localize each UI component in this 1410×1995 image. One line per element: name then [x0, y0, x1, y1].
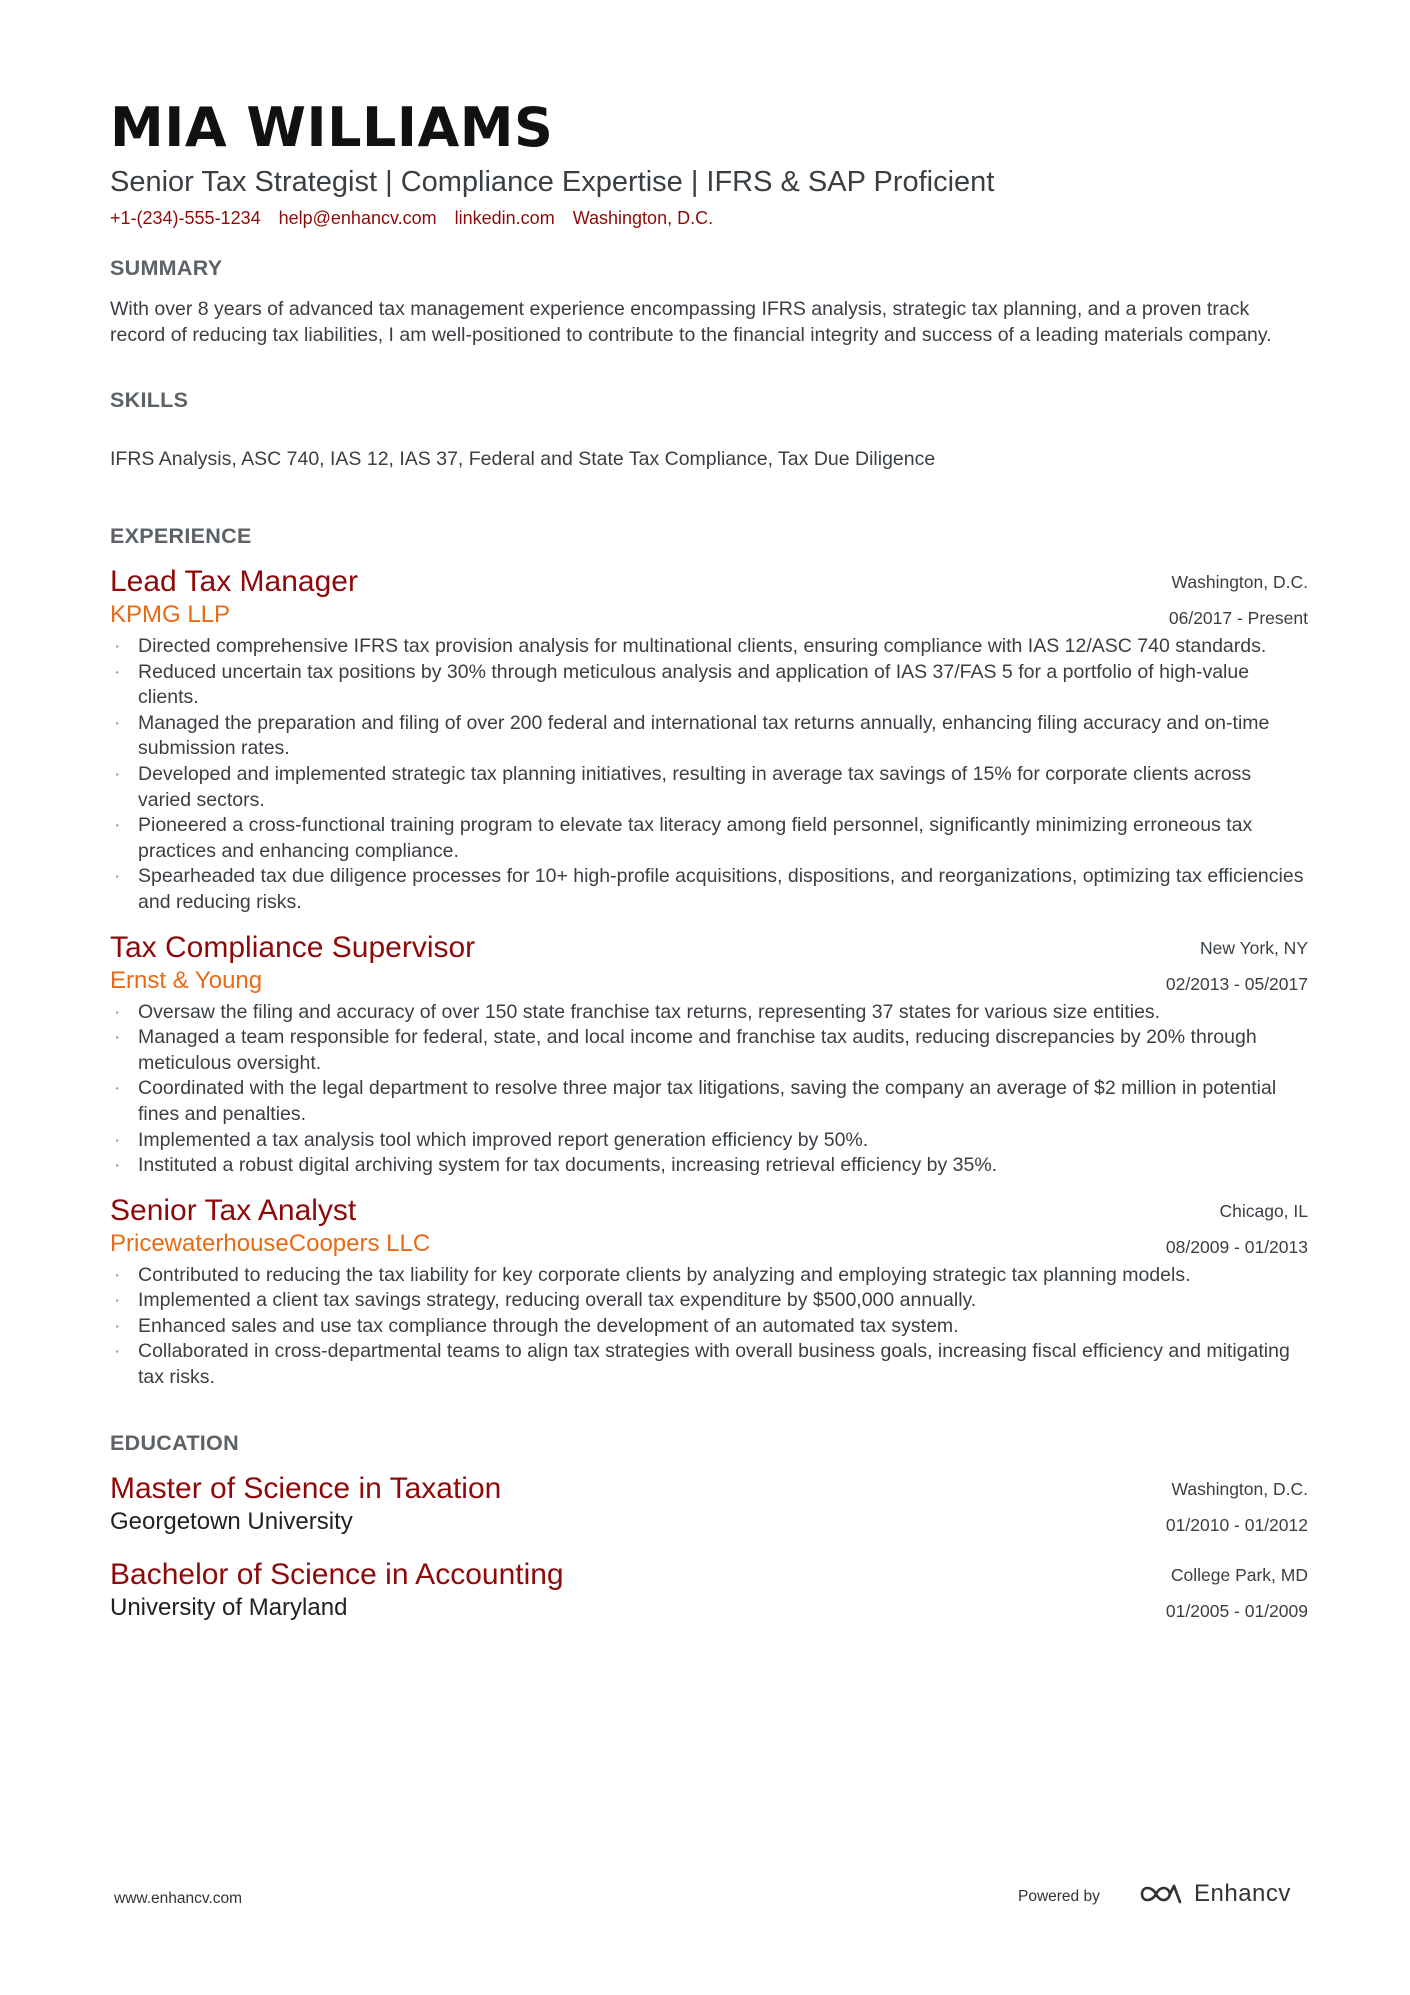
- school-name: Georgetown University: [110, 1507, 353, 1535]
- skills-text: IFRS Analysis, ASC 740, IAS 12, IAS 37, Federal and State Tax Compliance, Tax Due Diligence: [110, 448, 936, 470]
- education-section: [110, 1429, 1308, 1623]
- list-item: · Instituted a robust digital archiving system for tax documents, increasing retrieval efficiency by 35%.: [110, 1153, 1308, 1179]
- summary-text: With over 8 years of advanced tax management experience encompassing IFRS analysis, strategic tax planning, and a proven track record of reducing tax liabilities, I am well-positioned to contribute to the financial integrity and success of a leading materials company.: [110, 298, 1272, 346]
- contact-phone[interactable]: +1-(234)-555-1234: [110, 208, 261, 228]
- job-role: Lead Tax Manager: [110, 565, 358, 598]
- education-entry: [110, 1557, 1308, 1623]
- list-item: · Implemented a tax analysis tool which improved report generation efficiency by 50%.: [110, 1128, 1308, 1154]
- list-item: · Spearheaded tax due diligence processes for 10+ high-profile acquisitions, dispositions, and reorganizations, optimizing tax efficiencies and reducing risks.: [110, 864, 1308, 915]
- summary-heading: SUMMARY: [110, 256, 223, 280]
- contact-location: Washington, D.C.: [572, 208, 714, 228]
- job-meta: [1166, 930, 1308, 1002]
- job-meta: [1166, 1193, 1308, 1265]
- education-meta: [1166, 1557, 1308, 1629]
- job-bullets: [110, 1263, 1308, 1391]
- list-item: · Enhanced sales and use tax compliance through the development of an automated tax system.: [110, 1314, 1308, 1340]
- footer-website-link[interactable]: www.enhancv.com: [114, 1890, 243, 1907]
- enhancv-logo-text: Enhancv: [1194, 1880, 1291, 1907]
- skills-heading: SKILLS: [110, 388, 189, 412]
- page-footer: [0, 1880, 1410, 1920]
- summary-section: [110, 254, 1308, 348]
- job-dates: 02/2013 - 05/2017: [1165, 973, 1308, 994]
- school-name: University of Maryland: [110, 1593, 348, 1621]
- education-dates: 01/2005 - 01/2009: [1165, 1600, 1308, 1621]
- job-location: Chicago, IL: [1219, 1200, 1308, 1221]
- education-dates: 01/2010 - 01/2012: [1165, 1514, 1308, 1535]
- resume-header: [110, 96, 1308, 230]
- education-location: College Park, MD: [1170, 1564, 1308, 1585]
- degree-title: Master of Science in Taxation: [110, 1471, 502, 1505]
- list-item: · Pioneered a cross-functional training program to elevate tax literacy among field personnel, significantly minimizing erroneous tax practices and enhancing compliance.: [110, 813, 1308, 864]
- list-item: · Contributed to reducing the tax liability for key corporate clients by analyzing and employing strategic tax planning models.: [110, 1263, 1308, 1289]
- job-role: Senior Tax Analyst: [110, 1193, 357, 1227]
- list-item: · Coordinated with the legal department to resolve three major tax litigations, saving the company an average of $2 million in potential fines and penalties.: [110, 1076, 1308, 1127]
- contact-info: [110, 206, 1308, 230]
- list-item: · Managed a team responsible for federal, state, and local income and franchise tax audits, reducing discrepancies by 20% through meticulous oversight.: [110, 1025, 1308, 1076]
- education-heading: EDUCATION: [110, 1430, 239, 1455]
- job-role: Tax Compliance Supervisor: [110, 930, 476, 964]
- skills-section: [110, 386, 1308, 472]
- degree-title: Bachelor of Science in Accounting: [110, 1557, 564, 1591]
- job-dates: 06/2017 - Present: [1168, 608, 1308, 628]
- list-item: · Developed and implemented strategic tax planning initiatives, resulting in average tax savings of 15% for corporate clients across varied sectors.: [110, 762, 1308, 813]
- contact-email[interactable]: help@enhancv.com: [278, 208, 437, 228]
- resume-page: [110, 96, 1308, 1623]
- job-location: New York, NY: [1200, 937, 1308, 958]
- contact-linkedin[interactable]: linkedin.com: [454, 208, 555, 228]
- job-bullets: [110, 634, 1308, 916]
- education-meta: [1166, 1471, 1308, 1543]
- job-entry: [110, 930, 1308, 1179]
- experience-section: [110, 522, 1308, 1391]
- job-dates: 08/2009 - 01/2013: [1165, 1236, 1308, 1257]
- list-item: · Collaborated in cross-departmental teams to align tax strategies with overall business goals, increasing fiscal efficiency and mitigating tax risks.: [110, 1339, 1308, 1390]
- list-item: · Directed comprehensive IFRS tax provision analysis for multinational clients, ensuring compliance with IAS 12/ASC 740 standards.: [110, 634, 1308, 660]
- job-bullets: [110, 1000, 1308, 1179]
- job-company: KPMG LLP: [110, 601, 231, 628]
- job-company: Ernst & Young: [110, 966, 263, 994]
- powered-by-label: Powered by: [1018, 1888, 1100, 1905]
- list-item: · Oversaw the filing and accuracy of over 150 state franchise tax returns, representing 37 states for various size entities.: [110, 1000, 1308, 1026]
- list-item: · Reduced uncertain tax positions by 30% through meticulous analysis and application of IAS 37/FAS 5 for a portfolio of high-value clients.: [110, 660, 1308, 711]
- enhancv-logo-icon: [1138, 1881, 1184, 1907]
- candidate-title: Senior Tax Strategist | Compliance Expertise | IFRS & SAP Proficient: [110, 166, 995, 198]
- education-entry: [110, 1471, 1308, 1537]
- job-entry: [110, 564, 1308, 916]
- job-company: PricewaterhouseCoopers LLC: [110, 1229, 431, 1257]
- candidate-name: MIA WILLIAMS: [110, 96, 554, 159]
- job-meta: [1169, 564, 1308, 636]
- list-item: · Managed the preparation and filing of over 200 federal and international tax returns annually, enhancing filing accuracy and on-time submission rates.: [110, 711, 1308, 762]
- job-entry: [110, 1193, 1308, 1391]
- job-location: Washington, D.C.: [1171, 572, 1308, 592]
- list-item: · Implemented a client tax savings strategy, reducing overall tax expenditure by $500,000 annually.: [110, 1288, 1308, 1314]
- experience-heading: EXPERIENCE: [110, 524, 252, 548]
- enhancv-logo[interactable]: [1138, 1880, 1291, 1908]
- education-location: Washington, D.C.: [1171, 1478, 1308, 1499]
